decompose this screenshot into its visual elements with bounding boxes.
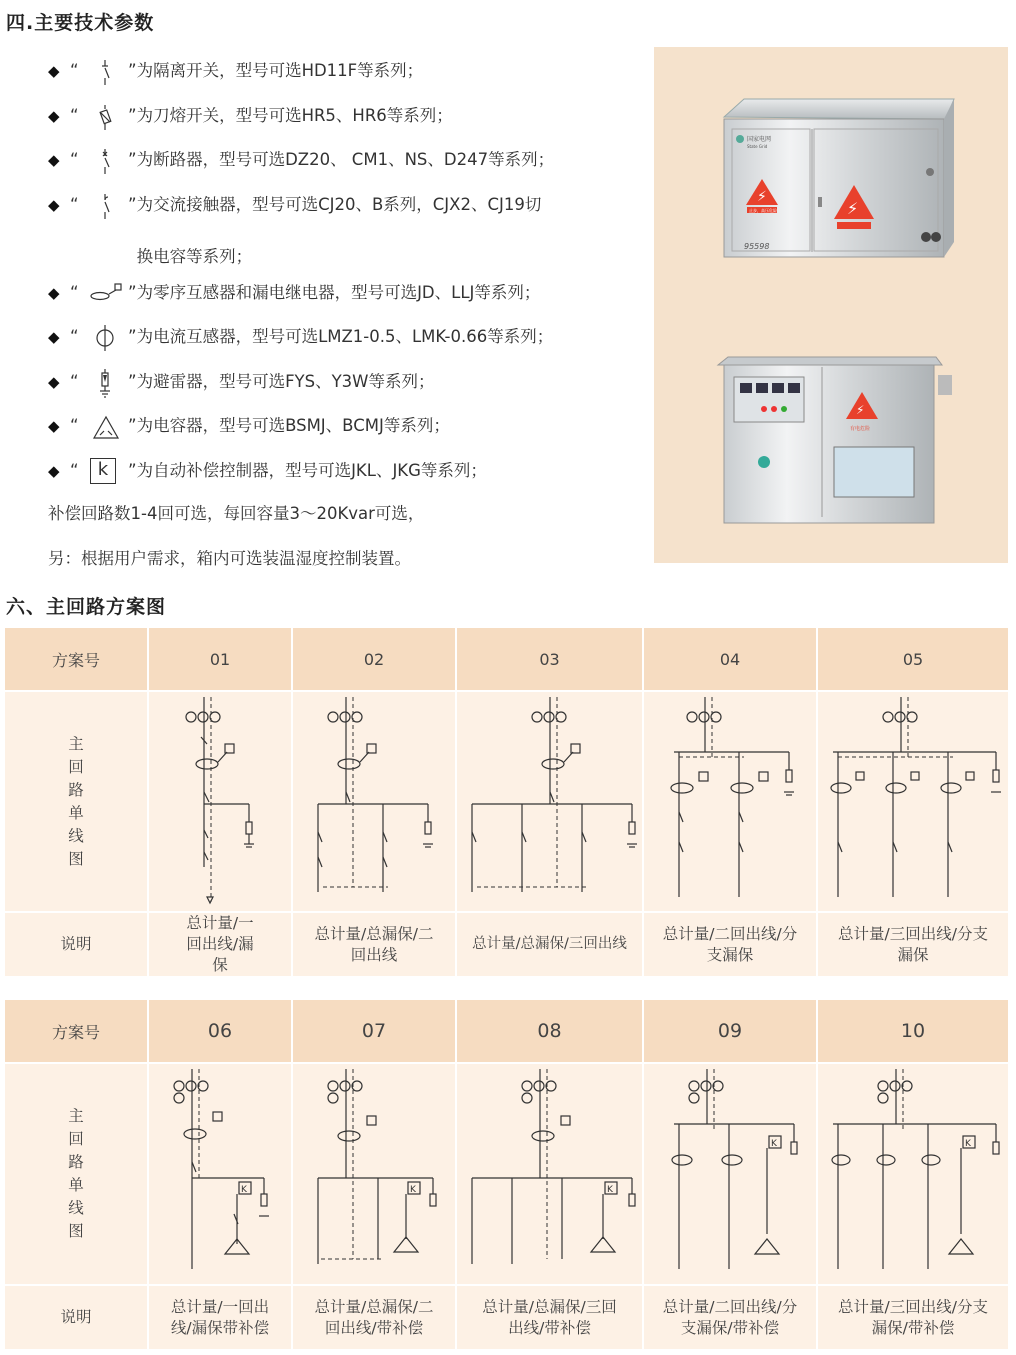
diagram-label-cell bbox=[5, 692, 149, 911]
scheme-number: 10 bbox=[900, 1020, 926, 1042]
param-fuse-switch bbox=[48, 103, 648, 148]
diamond-bullet-icon: ◆ bbox=[48, 195, 60, 214]
surge-arrester-icon bbox=[82, 369, 128, 395]
left-quote: “ bbox=[70, 282, 79, 302]
k-label: K bbox=[607, 1185, 613, 1195]
left-quote: “ bbox=[70, 371, 79, 391]
warning-label: 止步，高压危险 bbox=[749, 208, 777, 213]
single-line-diagram-09 bbox=[644, 1064, 816, 1284]
k-label: K bbox=[241, 1185, 247, 1195]
table-desc-row bbox=[5, 1286, 1008, 1349]
param-text: 为电流互感器，型号可选LMZ1-0.5、LMK-0.66等系列； bbox=[136, 327, 554, 346]
cabinet-photo-2 bbox=[718, 357, 952, 523]
param-ct bbox=[48, 324, 648, 369]
scheme-number: 03 bbox=[457, 628, 644, 690]
param-text: 为断路器，型号可选DZ20、 CM1、NS、D247等系列； bbox=[136, 150, 555, 169]
scheme-desc: 总计量/一回出线/漏保 bbox=[149, 913, 293, 976]
scheme-number: 09 bbox=[644, 1000, 818, 1062]
scheme-desc: 总计量/一回出线/漏保带补偿 bbox=[149, 1286, 293, 1349]
k-label: K bbox=[771, 1139, 777, 1149]
scheme-number: 08 bbox=[457, 1000, 644, 1062]
single-line-diagram-06 bbox=[149, 1064, 291, 1284]
cabinet-photo-1 bbox=[724, 99, 954, 257]
right-quote: ” bbox=[128, 194, 137, 214]
diagram-cell-04 bbox=[644, 692, 818, 911]
desc-label: 说明 bbox=[5, 913, 149, 976]
scheme-number: 02 bbox=[293, 628, 457, 690]
right-quote: ” bbox=[128, 460, 137, 480]
diagram-cell-05 bbox=[818, 692, 1008, 911]
brand-en-text: State Grid bbox=[747, 144, 768, 149]
table-diagram-row bbox=[5, 692, 1008, 911]
diamond-bullet-icon: ◆ bbox=[48, 417, 60, 435]
warning-label-2: 有电危险 bbox=[850, 426, 871, 432]
section-6-title: 六、主回路方案图 bbox=[6, 596, 167, 618]
scheme-number: 06 bbox=[149, 1000, 293, 1062]
parameter-list bbox=[48, 58, 648, 502]
note-optional: 另：根据用户需求，箱内可选装温湿度控制装置。 bbox=[48, 549, 411, 568]
diagram-cell-03 bbox=[457, 692, 644, 911]
diagram-label: 主回路单线图 bbox=[68, 1107, 84, 1240]
param-text: 为电容器，型号可选BSMJ、BCMJ等系列； bbox=[136, 416, 450, 435]
table-desc-row bbox=[5, 913, 1008, 976]
diamond-bullet-icon: ◆ bbox=[48, 372, 60, 391]
diamond-bullet-icon: ◆ bbox=[48, 106, 60, 125]
right-quote: ” bbox=[128, 150, 137, 169]
note-compensation: 补偿回路数1-4回可选，每回容量3～20Kvar可选， bbox=[48, 504, 425, 523]
left-quote: “ bbox=[70, 194, 79, 214]
param-arrester bbox=[48, 369, 648, 414]
param-text bbox=[137, 192, 648, 270]
scheme-desc: 总计量/二回出线/分支漏保 bbox=[644, 913, 818, 976]
right-quote: ” bbox=[128, 327, 137, 346]
scheme-label: 方案号 bbox=[5, 1000, 149, 1062]
scheme-desc: 总计量/总漏保/三回出线 bbox=[457, 913, 644, 976]
diagram-cell-01 bbox=[149, 692, 293, 911]
diamond-bullet-icon: ◆ bbox=[48, 328, 60, 346]
diagram-cell-07 bbox=[293, 1064, 457, 1284]
capacitor-icon bbox=[82, 413, 128, 439]
diagram-cell-10 bbox=[818, 1064, 1008, 1284]
scheme-desc: 总计量/三回出线/分支漏保 bbox=[838, 924, 988, 964]
scheme-number: 04 bbox=[644, 628, 818, 690]
section-4-title: 四.主要技术参数 bbox=[6, 12, 155, 34]
k-controller-icon bbox=[82, 458, 128, 484]
single-line-diagram-01 bbox=[149, 692, 291, 911]
param-contactor bbox=[48, 192, 648, 280]
diamond-bullet-icon: ◆ bbox=[48, 62, 60, 80]
svg-text:⚡: ⚡ bbox=[757, 189, 767, 205]
param-controller bbox=[48, 458, 648, 503]
contactor-icon bbox=[82, 192, 128, 218]
param-text: 为零序互感器和漏电继电器，型号可选JD、LLJ等系列； bbox=[136, 282, 541, 302]
right-quote: ” bbox=[128, 371, 137, 391]
right-quote: ” bbox=[128, 282, 137, 302]
diamond-bullet-icon: ◆ bbox=[48, 151, 60, 169]
left-quote: “ bbox=[70, 327, 79, 346]
hotline-text: 95598 bbox=[744, 242, 770, 251]
param-text: 为隔离开关，型号可选HD11F等系列； bbox=[136, 61, 424, 80]
left-quote: “ bbox=[70, 150, 79, 169]
scheme-label: 方案号 bbox=[5, 628, 149, 690]
diagram-cell-02 bbox=[293, 692, 457, 911]
single-line-diagram-10 bbox=[818, 1064, 1008, 1284]
single-line-diagram-02 bbox=[293, 692, 455, 911]
k-label: K bbox=[965, 1139, 971, 1149]
scheme-number: 07 bbox=[293, 1000, 457, 1062]
table-header-row bbox=[5, 1000, 1008, 1062]
diagram-cell-08 bbox=[457, 1064, 644, 1284]
svg-text:⚡: ⚡ bbox=[856, 403, 865, 417]
isolator-switch-icon bbox=[82, 58, 128, 84]
product-photo-panel bbox=[654, 47, 1008, 563]
table-header-row bbox=[5, 628, 1008, 690]
product-photos bbox=[654, 47, 1008, 563]
param-capacitor bbox=[48, 413, 648, 458]
fuse-switch-icon bbox=[82, 103, 128, 129]
left-quote: “ bbox=[70, 416, 79, 435]
scheme-desc: 总计量/总漏保/二回出线/带补偿 bbox=[293, 1286, 457, 1349]
scheme-table-1 bbox=[5, 628, 1008, 976]
table-diagram-row bbox=[5, 1064, 1008, 1284]
right-quote: ” bbox=[128, 416, 137, 435]
right-quote: ” bbox=[128, 61, 137, 80]
circuit-breaker-icon bbox=[82, 147, 128, 173]
param-text-line-1: 为交流接触器，型号可选CJ20、B系列，CJX2、CJ19切 bbox=[136, 194, 542, 214]
desc-label: 说明 bbox=[5, 1286, 149, 1349]
diagram-cell-09 bbox=[644, 1064, 818, 1284]
diagram-label: 主回路单线图 bbox=[68, 734, 84, 868]
param-zero-sequence bbox=[48, 280, 648, 325]
param-text: 为刀熔开关，型号可选HR5、HR6等系列； bbox=[136, 105, 453, 125]
param-isolator bbox=[48, 58, 648, 103]
diamond-bullet-icon: ◆ bbox=[48, 283, 60, 302]
single-line-diagram-03 bbox=[457, 692, 642, 911]
scheme-number: 01 bbox=[149, 628, 293, 690]
brand-text: 国家电网 bbox=[747, 136, 772, 143]
svg-text:⚡: ⚡ bbox=[847, 199, 859, 218]
k-label: K bbox=[410, 1185, 416, 1195]
scheme-desc: 总计量/总漏保/三回出线/带补偿 bbox=[457, 1286, 644, 1349]
scheme-desc: 总计量/总漏保/二回出线 bbox=[293, 913, 457, 976]
single-line-diagram-04 bbox=[644, 692, 816, 911]
diamond-bullet-icon: ◆ bbox=[48, 461, 60, 480]
scheme-table-2 bbox=[5, 1000, 1008, 1349]
left-quote: “ bbox=[70, 460, 79, 480]
param-text-line-2: 换电容等系列； bbox=[136, 246, 253, 266]
right-quote: ” bbox=[128, 105, 137, 125]
diagram-cell-06 bbox=[149, 1064, 293, 1284]
scheme-desc: 总计量/二回出线/分支漏保/带补偿 bbox=[644, 1286, 818, 1349]
left-quote: “ bbox=[70, 105, 79, 125]
param-text: 为避雷器，型号可选FYS、Y3W等系列； bbox=[136, 371, 435, 391]
single-line-diagram-07 bbox=[293, 1064, 455, 1284]
diagram-label-cell bbox=[5, 1064, 149, 1284]
current-transformer-icon bbox=[82, 324, 128, 350]
zero-sequence-ct-icon bbox=[82, 280, 128, 306]
scheme-desc: 总计量/三回出线/分支漏保/带补偿 bbox=[838, 1297, 988, 1337]
left-quote: “ bbox=[70, 61, 79, 80]
param-breaker bbox=[48, 147, 648, 192]
k-label: k bbox=[90, 458, 116, 484]
single-line-diagram-08 bbox=[457, 1064, 642, 1284]
param-text: 为自动补偿控制器，型号可选JKL、JKG等系列； bbox=[136, 460, 487, 480]
single-line-diagram-05 bbox=[818, 692, 1008, 911]
scheme-number: 05 bbox=[902, 649, 924, 669]
